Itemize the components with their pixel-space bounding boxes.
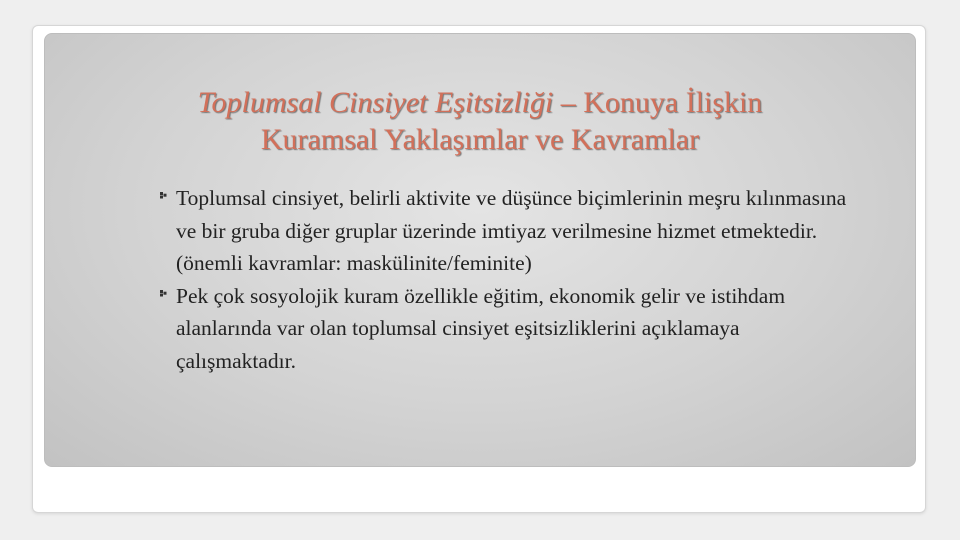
bullet-item <box>158 280 858 378</box>
square-bullet-icon <box>160 192 168 202</box>
bullet-item <box>158 182 858 280</box>
slide-title <box>44 84 916 158</box>
bullet-text: Toplumsal cinsiyet, belirli aktivite ve düşünce biçimlerinin meşru kılınmasına ve bir gruba diğer gruplar üzerinde imtiyaz verilmesine hizmet etmektedir. (önemli kavramlar: maskülinite/feminite) <box>176 186 847 275</box>
slide-title-line1-upright: Konuya İlişkin <box>583 86 763 119</box>
slide-title-line1 <box>44 84 916 121</box>
bullet-list <box>158 182 858 377</box>
slide-title-line2: Kuramsal Yaklaşımlar ve Kavramlar <box>260 123 700 156</box>
square-bullet-icon <box>160 290 168 300</box>
slide-title-line1-italic: Toplumsal Cinsiyet Eşitsizliği – <box>197 86 584 119</box>
bullet-text: Pek çok sosyolojik kuram özellikle eğitim, ekonomik gelir ve istihdam alanlarında var olan toplumsal cinsiyet eşitsizliklerini açıklamaya çalışmaktadır. <box>176 283 786 373</box>
